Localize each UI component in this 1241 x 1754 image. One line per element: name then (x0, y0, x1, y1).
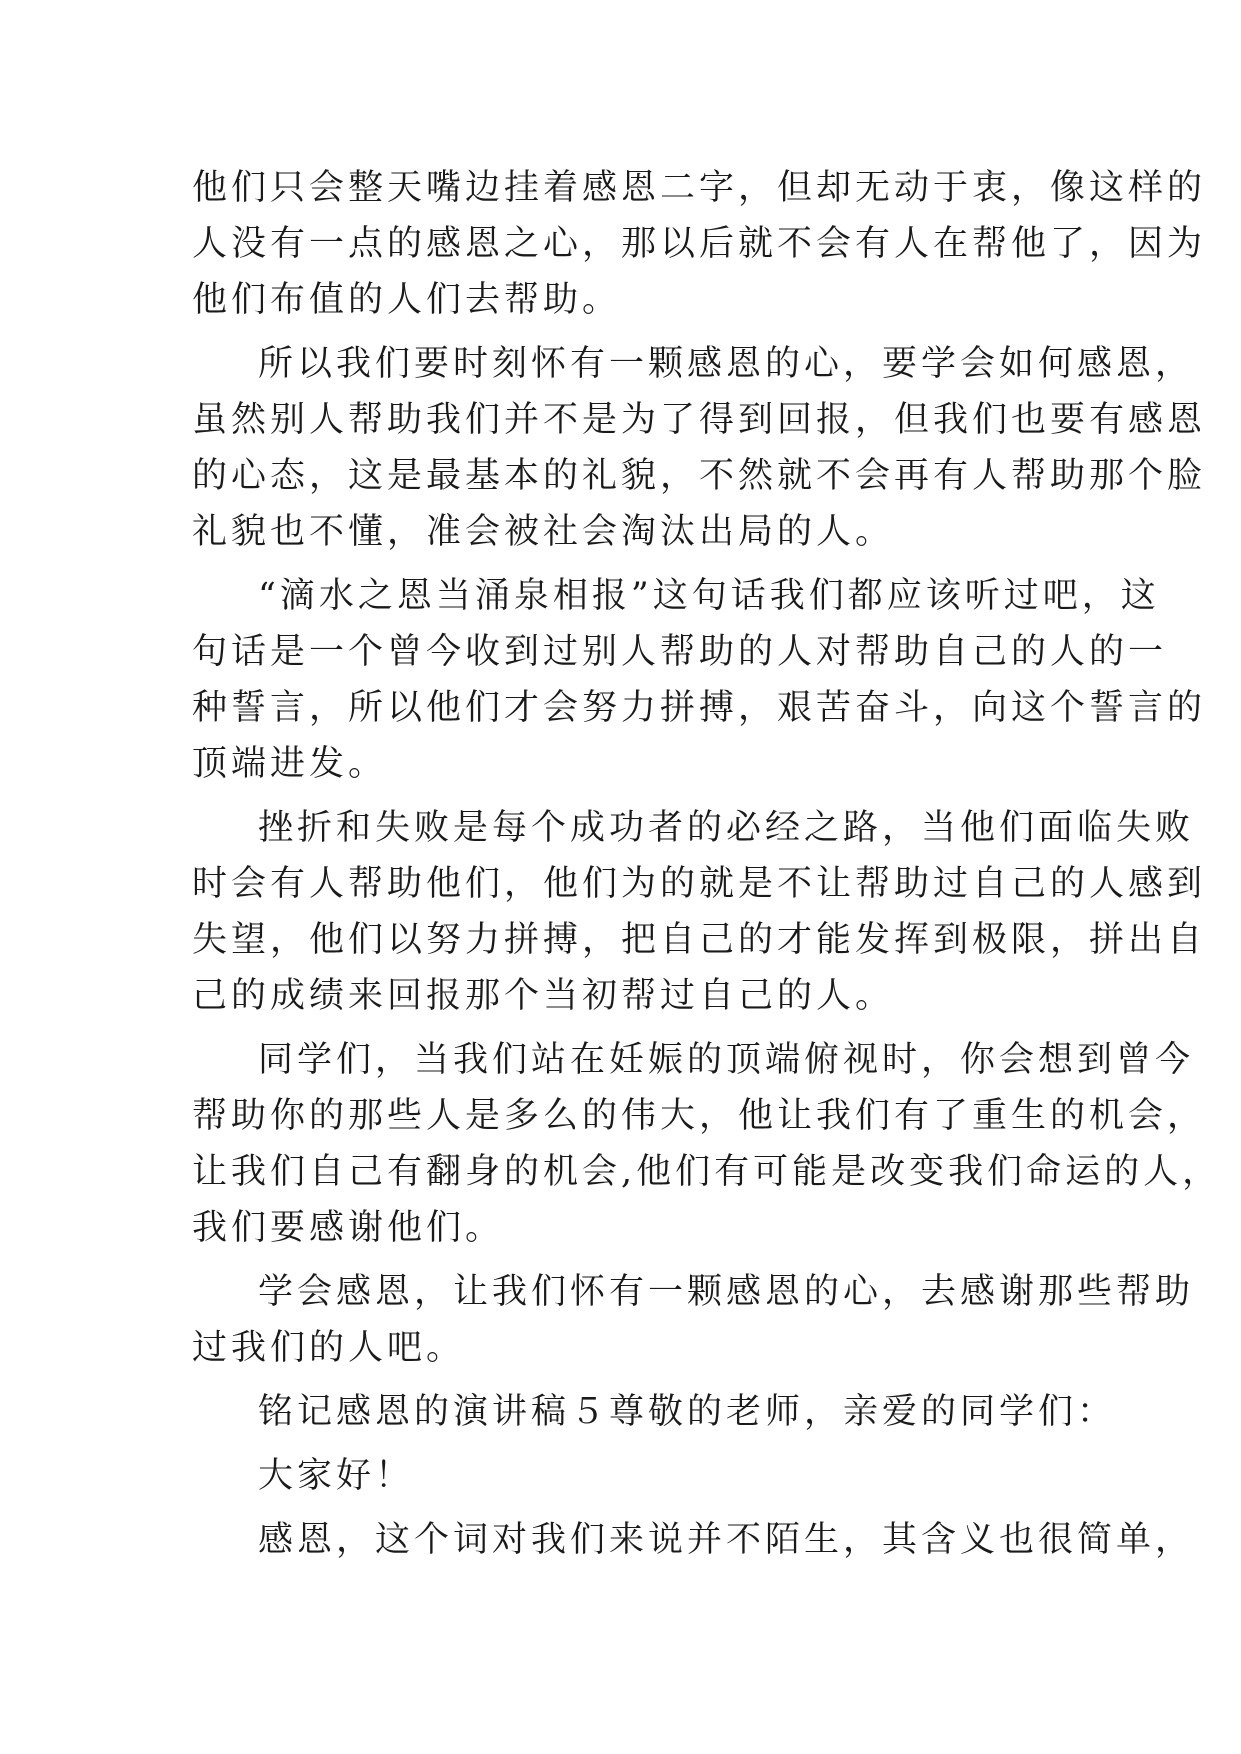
text-line: 挫折和失败是每个成功者的必经之路，当他们面临失败 (258, 808, 1195, 848)
text-line: 的心态，这是最基本的礼貌，不然就不会再有人帮助那个脸 (192, 456, 1207, 496)
text-line: 同学们，当我们站在妊娠的顶端俯视时，你会想到曾今 (258, 1040, 1195, 1080)
paragraph (192, 800, 1207, 1024)
document-body (192, 160, 1222, 1568)
text-line: 句话是一个曾今收到过别人帮助的人对帮助自己的人的一 (192, 632, 1168, 672)
text-line: 大家好！ (258, 1456, 415, 1496)
text-line: 他们布值的人们去帮助。 (192, 280, 622, 320)
text-line: 铭记感恩的演讲稿５尊敬的老师，亲爱的同学们： (258, 1392, 1117, 1432)
paragraph (192, 1384, 1117, 1440)
text-line: 帮助你的那些人是多么的伟大，他让我们有了重生的机会， (192, 1096, 1207, 1136)
paragraph (192, 568, 1207, 792)
text-line: 学会感恩，让我们怀有一颗感恩的心，去感谢那些帮助 (258, 1272, 1195, 1312)
text-line: 己的成绩来回报那个当初帮过自己的人。 (192, 976, 895, 1016)
paragraph (192, 160, 1207, 328)
paragraph (192, 336, 1207, 560)
paragraph (192, 1032, 1222, 1256)
text-line: 顶端进发。 (192, 744, 388, 784)
text-line: 人没有一点的感恩之心，那以后就不会有人在帮他了，因为 (192, 224, 1207, 264)
paragraph (192, 1448, 1068, 1504)
text-line: 礼貌也不懂，准会被社会淘汰出局的人。 (192, 512, 895, 552)
text-line: 让我们自己有翻身的机会,他们有可能是改变我们命运的人， (192, 1152, 1222, 1192)
paragraph (192, 1264, 1195, 1376)
text-line: 我们要感谢他们。 (192, 1208, 505, 1248)
text-line: 感恩，这个词对我们来说并不陌生，其含义也很简单， (258, 1520, 1195, 1560)
text-line: 所以我们要时刻怀有一颗感恩的心，要学会如何感恩， (258, 344, 1195, 384)
text-line: “滴水之恩当涌泉相报”这句话我们都应该听过吧，这 (258, 576, 1160, 616)
text-line: 时会有人帮助他们，他们为的就是不让帮助过自己的人感到 (192, 864, 1207, 904)
text-line: 过我们的人吧。 (192, 1328, 466, 1368)
text-line: 失望，他们以努力拼搏，把自己的才能发挥到极限，拼出自 (192, 920, 1207, 960)
text-line: 他们只会整天嘴边挂着感恩二字，但却无动于衷，像这样的 (192, 168, 1207, 208)
paragraph (192, 1512, 1195, 1568)
text-line: 虽然别人帮助我们并不是为了得到回报，但我们也要有感恩 (192, 400, 1207, 440)
text-line: 种誓言，所以他们才会努力拼搏，艰苦奋斗，向这个誓言的 (192, 688, 1207, 728)
